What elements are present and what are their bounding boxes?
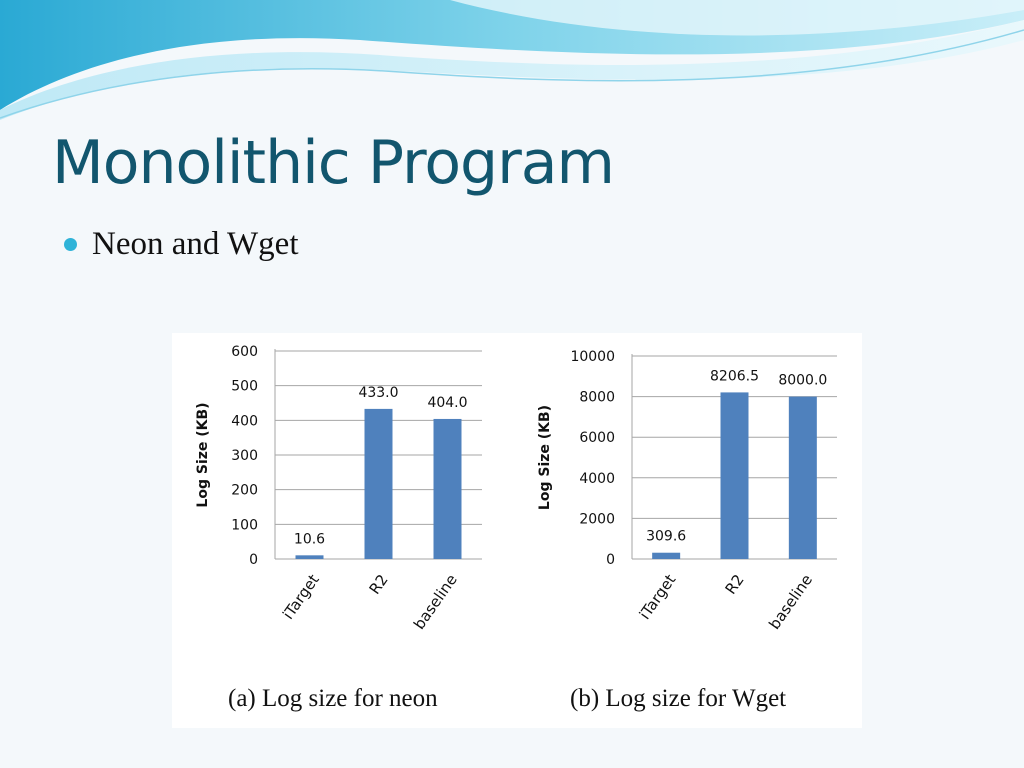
data-label: 404.0 (427, 394, 468, 411)
chart-figure (172, 333, 862, 728)
y-axis-label: Log Size (KB) (195, 402, 211, 508)
bar-itarget (652, 553, 680, 559)
y-tick-label: 0 (606, 552, 615, 568)
y-tick-label: 6000 (579, 430, 615, 447)
y-tick-label: 2000 (579, 511, 615, 528)
x-tick-label: iTarget (279, 570, 323, 623)
chart-svg (172, 333, 862, 728)
background-wave (0, 0, 1024, 130)
bullet-text: Neon and Wget (92, 226, 299, 262)
slide-title: Monolithic Program (52, 128, 614, 198)
bullet-dot-icon (64, 238, 77, 251)
bar-r2 (721, 392, 749, 559)
x-tick-label: R2 (365, 570, 392, 598)
y-axis-label: Log Size (KB) (537, 404, 553, 511)
x-tick-label: iTarget (635, 570, 680, 623)
y-tick-label: 200 (231, 482, 258, 499)
x-tick-label: baseline (765, 570, 817, 633)
caption-neon: (a) Log size for neon (228, 685, 438, 712)
y-tick-label: 400 (231, 413, 258, 430)
y-tick-label: 4000 (579, 470, 615, 487)
y-tick-label: 100 (231, 517, 258, 534)
data-label: 8206.5 (710, 368, 759, 385)
bar-baseline (789, 397, 817, 559)
y-tick-label: 500 (231, 378, 258, 395)
y-tick-label: 10000 (570, 349, 615, 365)
y-tick-label: 8000 (579, 389, 615, 406)
data-label: 10.6 (293, 531, 326, 548)
x-tick-label: baseline (409, 570, 461, 633)
data-label: 8000.0 (778, 372, 828, 389)
bar-baseline (434, 419, 462, 559)
caption-wget: (b) Log size for Wget (570, 685, 787, 712)
data-label: 309.6 (646, 528, 687, 545)
y-tick-label: 0 (249, 552, 258, 568)
y-tick-label: 300 (231, 448, 258, 464)
x-tick-label: R2 (721, 570, 748, 598)
bar-r2 (365, 409, 393, 559)
y-tick-label: 600 (231, 344, 258, 360)
bar-itarget (296, 555, 324, 559)
data-label: 433.0 (358, 384, 399, 401)
bullet-item (64, 226, 299, 263)
